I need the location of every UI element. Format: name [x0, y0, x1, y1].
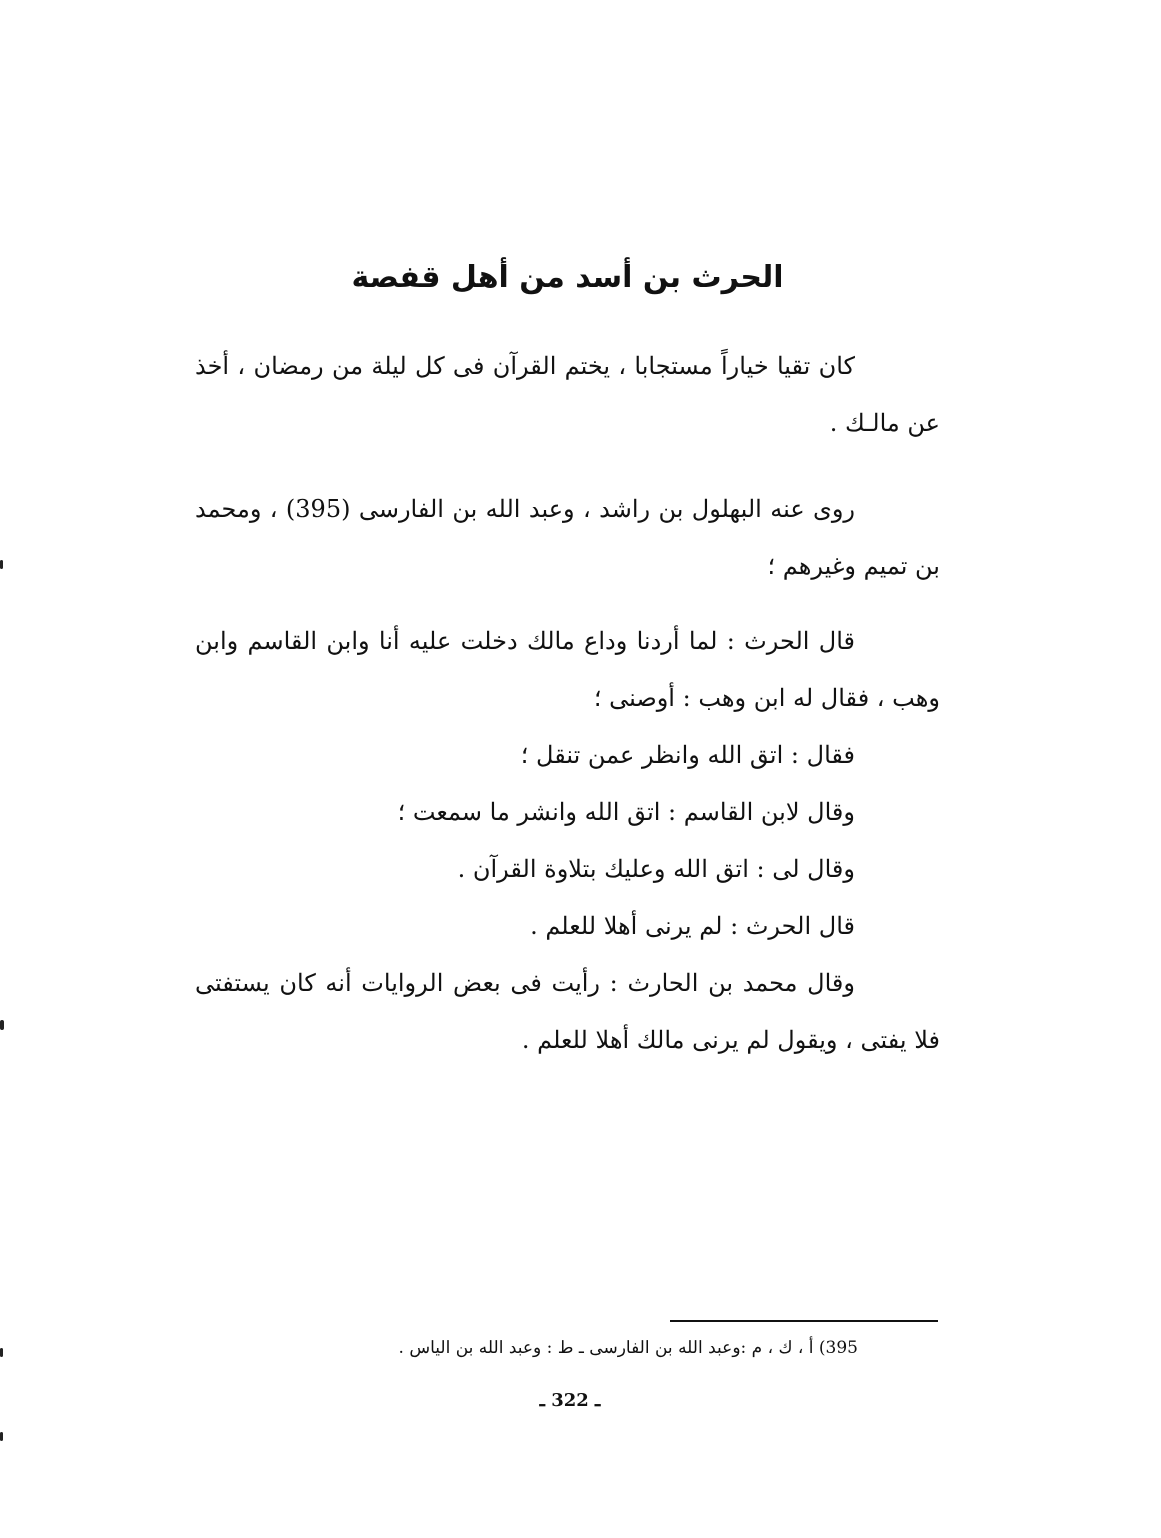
scan-mark-left-4 [0, 1432, 3, 1441]
paragraph-farewell: قال الحرث : لما أردنا وداع مالك دخلت عليه أنا وابن القاسم وابن وهب ، فقال له ابن وهب : أوصنى ؛ [195, 627, 940, 712]
footnote-395: 395) أ ، ك ، م :وعبد الله بن الفارسى ـ ط : وعبد الله بن الياس . [398, 1338, 858, 1358]
quote-line-al-harith: وقال لى : اتق الله وعليك بتلاوة القرآن . [457, 855, 855, 883]
scan-mark-left-2 [0, 1020, 4, 1030]
quote-line-conclusion: قال الحرث : لم يرنى أهلا للعلم . [530, 912, 855, 940]
text-block-3 [195, 613, 940, 1069]
text-block-1 [195, 338, 940, 452]
scan-mark-left-3 [0, 1348, 3, 1357]
page-number: ـ 322 ـ [539, 1390, 601, 1411]
paragraph-narrators: روى عنه البهلول بن راشد ، وعبد الله بن الفارسى (395) ، ومحمد بن تميم وغيرهم ؛ [195, 495, 940, 580]
paragraph-biography: كان تقيا خياراً مستجابا ، يختم القرآن فى كل ليلة من رمضان ، أخذ عن مالـك . [195, 352, 940, 437]
paragraph-ibn-al-harith: وقال محمد بن الحارث : رأيت فى بعض الروايات أنه كان يستفتى فلا يفتى ، ويقول لم يرنى مالك أهلا للعلم . [195, 969, 940, 1054]
text-block-2 [195, 481, 940, 595]
quote-line-ibn-wahb: فقال : اتق الله وانظر عمن تنقل ؛ [520, 741, 855, 769]
chapter-title: الحرث بن أسد من أهل قفصة [351, 260, 784, 295]
scan-mark-left-1 [0, 560, 3, 569]
quote-line-ibn-al-qasim: وقال لابن القاسم : اتق الله وانشر ما سمعت ؛ [397, 798, 855, 826]
footnote-separator [670, 1320, 938, 1322]
